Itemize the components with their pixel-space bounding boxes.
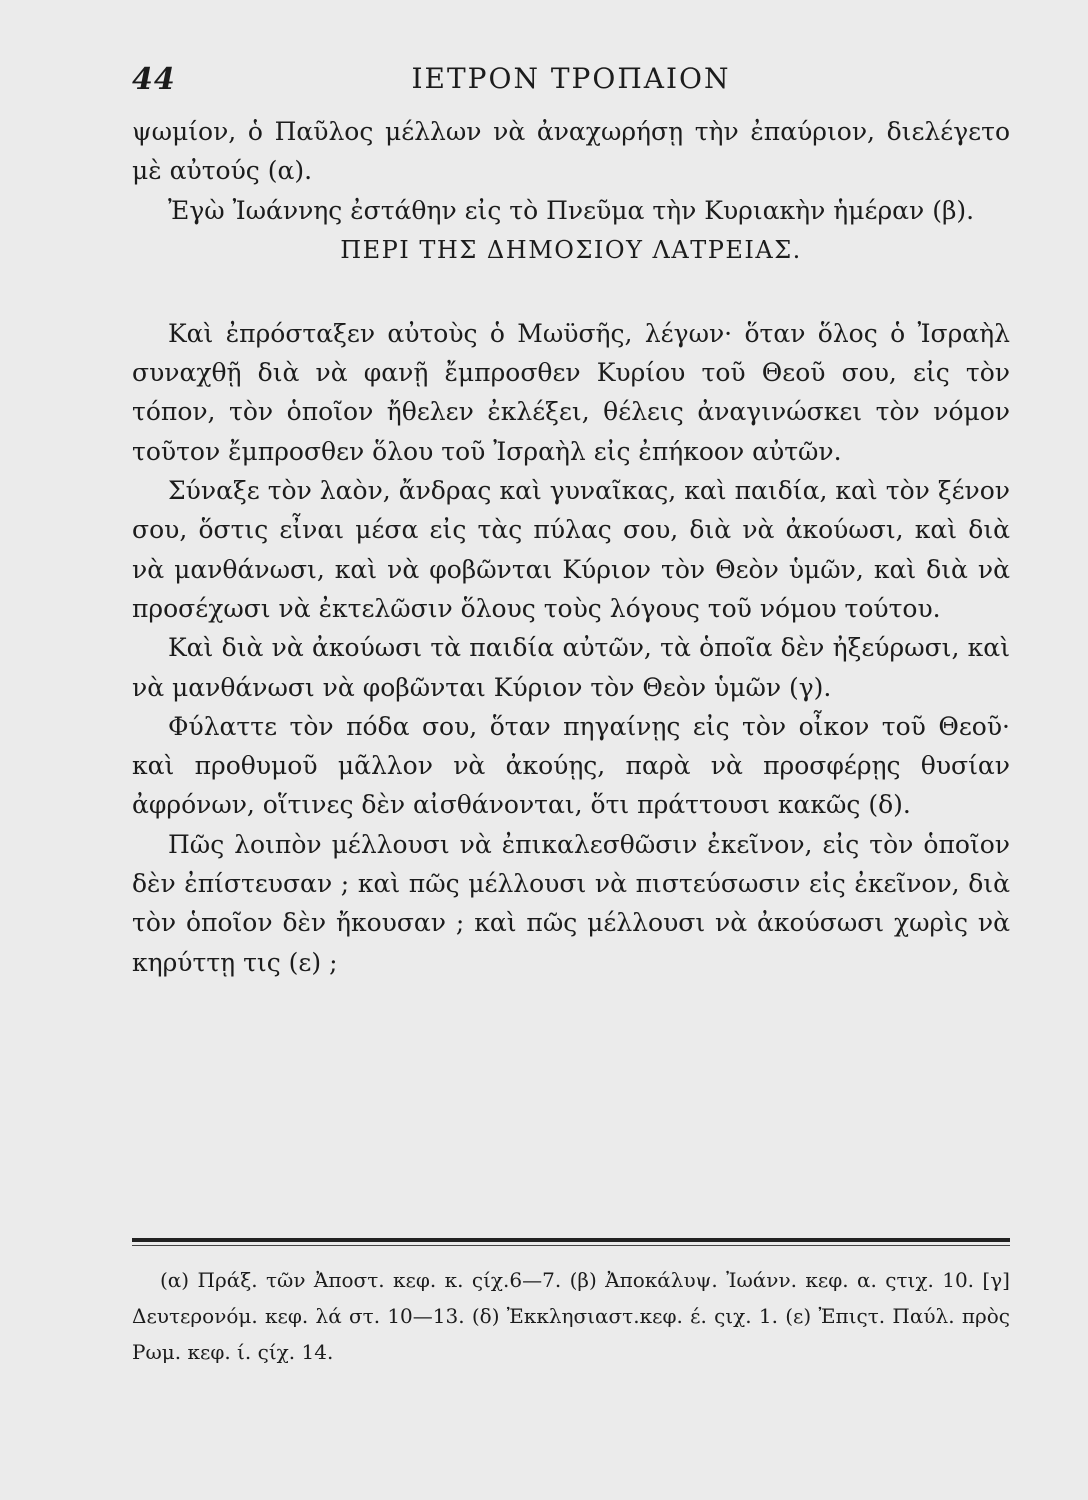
paragraph: Ἐγὼ Ἰωάννης ἐστάθην εἰς τὸ Πνεῦμα τὴν Κυριακὴν ἡμέραν (β).: [168, 195, 975, 225]
page-header: [132, 62, 1010, 106]
running-title: ΙΕΤΡΟΝ ΤΡΟΠΑΙΟΝ: [411, 62, 731, 95]
paragraph: Πῶς λοιπὸν μέλλουσι νὰ ἐπικαλεσθῶσιν ἐκεῖνον, εἰς τὸν ὁποῖον δὲν ἐπίστευσαν ; καὶ πῶς μέλλουσι νὰ πιστεύσωσιν εἰς ἐκεῖνον, διὰ τὸν ὁποῖον δὲν ἤκουσαν ; καὶ πῶς μέλλουσι νὰ ἀκούσωσι χωρὶς νὰ κηρύττῃ τις (ε) ;: [132, 829, 1010, 977]
footnote-divider: [132, 1238, 1010, 1242]
paragraph: Καὶ ἐπρόσταξεν αὐτοὺς ὁ Μωϋσῆς, λέγων· ὅταν ὅλος ὁ Ἰσραὴλ συναχθῇ διὰ νὰ φανῇ ἔμπροσθεν Κυρίου τοῦ Θεοῦ σου, εἰς τὸν τόπον, τὸν ὁποῖον ἤθελεν ἐκλέξει, θέλεις ἀναγινώσκει τὸν νόμον τοῦτον ἔμπροσθεν ὅλου τοῦ Ἰσραὴλ εἰς ἐπήκοον αὐτῶν.: [132, 318, 1010, 466]
footnotes: [132, 1262, 1010, 1370]
footnote-text: (α) Πράξ. τῶν Ἀποστ. κεφ. κ. ςίχ.6—7. (β) Ἀποκάλυψ. Ἰωάνν. κεφ. α. ςτιχ. 10. [γ] Δευτερονόμ. κεφ. λά στ. 10—13. (δ) Ἐκκλησιαστ.κεφ. έ. ςιχ. 1. (ε) Ἐπιςτ. Παύλ. πρὸς Ρωμ. κεφ. ί. ςίχ. 14.: [132, 1268, 1010, 1364]
page-number: 44: [132, 62, 176, 97]
paragraph: Φύλαττε τὸν πόδα σου, ὅταν πηγαίνῃς εἰς τὸν οἶκον τοῦ Θεοῦ· καὶ προθυμοῦ μᾶλλον νὰ ἀκούῃς, παρὰ νὰ προσφέρῃς θυσίαν ἀφρόνων, οἵτινες δὲν αἰσθάνονται, ὅτι πράττουσι κακῶς (δ).: [132, 711, 1010, 820]
paragraph: Καὶ διὰ νὰ ἀκούωσι τὰ παιδία αὐτῶν, τὰ ὁποῖα δὲν ἠξεύρωσι, καὶ νὰ μανθάνωσι νὰ φοβῶνται Κύριον τὸν Θεὸν ὑμῶν (γ).: [132, 633, 1010, 702]
section-heading: ΠΕΡΙ ΤΗΣ ΔΗΜΟΣΙΟΥ ΛΑΤΡΕΙΑΣ.: [340, 235, 802, 264]
paragraph: Σύναξε τὸν λαὸν, ἄνδρας καὶ γυναῖκας, καὶ παιδία, καὶ τὸν ξένον σου, ὅστις εἶναι μέσα εἰς τὰς πύλας σου, διὰ νὰ ἀκούωσι, καὶ διὰ νὰ μανθάνωσι, καὶ νὰ φοβῶνται Κύριον τὸν Θεὸν ὑμῶν, καὶ διὰ νὰ προσέχωσι νὰ ἐκτελῶσιν ὅλους τοὺς λόγους τοῦ νόμου τούτου.: [132, 476, 1010, 623]
footnote-divider-thin: [132, 1245, 1010, 1246]
paragraph-continued: ψωμίον, ὁ Παῦλος μέλλων νὰ ἀναχωρήσῃ τὴν ἐπαύριον, διελέγετο μὲ αὐτούς (α).: [132, 117, 1010, 186]
main-text: [132, 112, 1010, 982]
